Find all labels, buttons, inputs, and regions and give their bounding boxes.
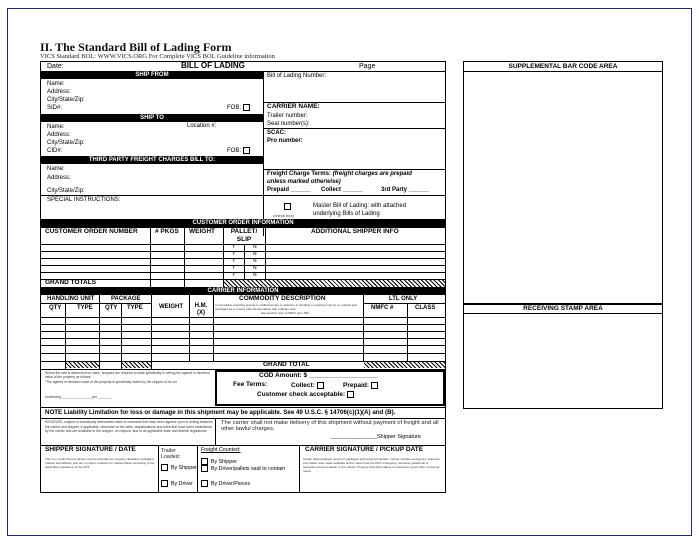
shipper-signature-label: SHIPPER SIGNATURE / DATE — [45, 446, 136, 453]
liability-note: NOTE Liability Limitation for loss or damage in this shipment may be applicable. See 49 U.S.C. § 14706(c)(1)(A) and (B). — [45, 409, 396, 416]
customer-check — [257, 391, 354, 399]
third-party-city[interactable]: City/State/Zip: — [47, 188, 85, 194]
grand-total-hatch-3 — [364, 362, 445, 368]
fee-prepaid-label: Prepaid: — [343, 382, 370, 390]
grand-total-hatch-1 — [66, 362, 99, 368]
ship-to-fob-checkbox[interactable] — [243, 147, 250, 154]
fee-prepaid — [343, 382, 378, 390]
counted-by-pieces-label: By Driver/Pieces — [211, 480, 251, 487]
seal-numbers-label[interactable]: Seal number(s): — [267, 121, 310, 127]
row4-n[interactable]: N — [253, 265, 257, 271]
commodity-note: Commodities requiring special or additional care or attention in handling or stowing must be so marked and packaged as to ensure safe transportation with ordinary care. — [215, 303, 357, 311]
check-box-note: (check box) — [273, 213, 294, 218]
counted-by-shipper-label: By Shipper — [211, 458, 237, 465]
third-party-address[interactable]: Address: — [47, 175, 71, 181]
ship-to-fob — [227, 147, 250, 154]
pkg-type: TYPE — [127, 305, 143, 311]
row1-y[interactable]: Y — [232, 244, 236, 250]
freight-counted-label: Freight Counted: — [201, 447, 241, 453]
fee-terms: Fee Terms: — [233, 381, 268, 388]
pkg-qty: QTY — [105, 305, 118, 311]
row2-n[interactable]: N — [253, 251, 257, 257]
ship-to-city[interactable]: City/State/Zip: — [47, 140, 85, 146]
col-weight: WEIGHT — [189, 228, 215, 235]
grand-total-hatch-2 — [122, 362, 151, 368]
class-label: CLASS — [415, 305, 436, 311]
counted-by-pallets — [201, 465, 297, 472]
master-bol-label2: underlying Bills of Lading — [313, 211, 380, 217]
ship-to-band-label: SHIP TO — [140, 115, 164, 121]
supplemental-header: SUPPLEMENTAL BAR CODE AREA — [464, 62, 662, 72]
commodity-note2: See Section 2(e) of NMFC Item 360 — [261, 311, 309, 315]
col-pkgs: # PKGS — [155, 228, 179, 235]
pro-number-label[interactable]: Pro number: — [267, 138, 303, 144]
package-label: PACKAGE — [111, 296, 141, 302]
col-pallet-slip: PALLET/ SLIP — [230, 228, 258, 243]
exceeding-line[interactable]: exceeding _______________ per _______ — [45, 395, 112, 399]
cod-amount[interactable]: COD Amount: $ ___________________ — [259, 372, 378, 379]
value-note: Where the rate is dependent on value, shippers are required to state specifically in writing the agreed or declared value of the property as follows: — [45, 371, 210, 379]
loaded-by-shipper — [161, 464, 197, 471]
hu-type: TYPE — [77, 305, 93, 311]
fee-collect — [291, 382, 324, 390]
receiving-header: RECEIVING STAMP AREA — [464, 304, 662, 314]
commodity-label: COMMODITY DESCRIPTION — [239, 295, 326, 302]
ship-from-fob — [227, 104, 250, 111]
freight-terms-label: Freight Charge Terms: — [267, 171, 331, 177]
grand-total-label: GRAND TOTAL — [263, 361, 310, 368]
carrier-signature-label: CARRIER SIGNATURE / PICKUP DATE — [305, 446, 424, 453]
special-instructions[interactable]: SPECIAL INSTRUCTIONS: — [47, 197, 121, 203]
col-additional-shipper-info: ADDITIONAL SHIPPER INFO — [311, 228, 399, 235]
carrier-info-band: CARRIER INFORMATION — [41, 287, 445, 295]
ship-from-fob-checkbox[interactable] — [243, 104, 250, 111]
grand-totals-hatch — [224, 280, 445, 287]
hm-x-label: (X) — [197, 310, 205, 316]
ship-from-name[interactable]: Name: — [47, 81, 65, 87]
loaded-by-shipper-checkbox[interactable] — [161, 464, 168, 471]
page-title: II. The Standard Bill of Lading Form — [40, 40, 232, 54]
loaded-by-shipper-label: By Shipper — [171, 464, 197, 471]
hu-qty: QTY — [49, 305, 62, 311]
page-subtitle: VICS Standard BOL: WWW.VICS.ORG For Complete VICS BOL Guideline information — [40, 53, 275, 60]
row1-n[interactable]: N — [253, 244, 257, 250]
carrier-name-label[interactable]: CARRIER NAME: — [267, 103, 320, 110]
shipper-cert-text: This is to certify that the above named materials are properly classified, packaged, marked and labeled, and are in proper condition for transportation according to the applicable regulations of the DOT. — [45, 457, 155, 469]
shipper-signature-line[interactable]: _______________Shipper Signature — [331, 434, 421, 440]
value-note2: "The agreed or declared value of the property is specifically stated by the shipper to be not — [45, 380, 177, 384]
customer-order-band: CUSTOMER ORDER INFORMATION — [41, 219, 445, 227]
loaded-by-driver — [161, 480, 193, 487]
fee-collect-checkbox[interactable] — [317, 382, 324, 389]
row3-y[interactable]: Y — [232, 258, 236, 264]
ship-to-location[interactable]: Location #: — [187, 123, 217, 129]
ship-to-band — [41, 114, 263, 122]
ship-to-cid[interactable]: CID#: — [47, 148, 63, 154]
row4-y[interactable]: Y — [232, 265, 236, 271]
customer-check-checkbox[interactable] — [347, 391, 354, 398]
ltl-only-label: LTL ONLY — [389, 296, 418, 302]
receiving-stamp-area — [463, 303, 663, 409]
ship-from-fob-label: FOB: — [227, 105, 242, 112]
master-bol-label: Master Bill of Lading: with attached — [313, 203, 407, 209]
counted-by-pieces — [201, 480, 250, 487]
ship-from-address[interactable]: Address: — [47, 89, 71, 95]
trailer-number-label[interactable]: Trailer number: — [267, 113, 308, 119]
counted-by-shipper-checkbox[interactable] — [201, 458, 208, 465]
ship-to-fob-label: FOB: — [227, 148, 242, 155]
counted-by-pallets-checkbox[interactable] — [201, 465, 208, 472]
ship-to-name[interactable]: Name: — [47, 124, 65, 130]
third-party-option[interactable]: 3rd Party ______ — [381, 187, 429, 193]
customer-check-label: Customer check acceptable: — [257, 391, 346, 399]
row3-n[interactable]: N — [253, 258, 257, 264]
master-bol-checkbox[interactable] — [284, 203, 291, 210]
received-text: RECEIVED, subject to individually determined rates or contracts that have been agreed upon in writing between the carrier and shipper, if applicable, otherwise to the rates, classifications and rules that have been established by the carrier and are available to the shipper, on request, and to all applicable state and federal regulations. — [45, 420, 213, 434]
row2-y[interactable]: Y — [232, 251, 236, 257]
carrier-ack-text: Carrier acknowledges receipt of packages and required placards. Carrier certifies emergency response information was made available and/or carrier has the DOT emergency response guidebook or equivalent documentation in the vehicle. Property described above is received in good order, except as noted. — [303, 457, 440, 473]
scac-label[interactable]: SCAC: — [267, 130, 286, 136]
hm-label: H.M. — [194, 303, 208, 309]
loaded-by-driver-checkbox[interactable] — [161, 480, 168, 487]
trailer-loaded-label: Trailer Loaded: — [161, 448, 181, 460]
ship-from-sid[interactable]: SID#: — [47, 105, 63, 111]
freight-terms — [267, 171, 412, 177]
grand-totals-label: GRAND TOTALS — [45, 279, 97, 286]
counted-by-pallets-label: By Driver/pallets said to contain — [211, 465, 286, 472]
bol-number-label[interactable]: Bill of Lading Number: — [267, 73, 327, 79]
row5-y[interactable]: Y — [232, 272, 236, 278]
bol-heading: BILL OF LADING — [181, 61, 245, 70]
supplemental-bar-code-area — [463, 61, 663, 305]
ship-from-city[interactable]: City/State/Zip: — [47, 97, 85, 103]
prepaid-option[interactable]: Prepaid ______ — [267, 187, 311, 193]
carrier-delivery-text: The carrier shall not make delivery of this shipment without payment of freight and all other lawful charges. — [221, 420, 439, 432]
col-customer-order-number: CUSTOMER ORDER NUMBER — [45, 228, 138, 235]
page-label: Page — [359, 63, 376, 70]
row5-n[interactable]: N — [253, 272, 257, 278]
weight-label: WEIGHT — [159, 304, 183, 310]
collect-option[interactable]: Collect ______ — [321, 187, 363, 193]
ship-from-band: SHIP FROM — [41, 71, 263, 79]
date-label: Date: — [47, 63, 64, 70]
nmfc-label: NMFC # — [371, 305, 394, 311]
fee-prepaid-checkbox[interactable] — [371, 382, 378, 389]
bill-of-lading-form — [40, 61, 446, 493]
fee-collect-label: Collect: — [291, 382, 315, 390]
third-party-band: THIRD PARTY FREIGHT CHARGES BILL TO: — [41, 156, 263, 164]
handling-unit-label: HANDLING UNIT — [47, 296, 95, 302]
counted-by-pieces-checkbox[interactable] — [201, 480, 208, 487]
freight-terms-note2: unless marked otherwise) — [267, 179, 341, 185]
ship-to-address[interactable]: Address: — [47, 132, 71, 138]
freight-terms-note: (freight charges are prepaid — [332, 171, 412, 177]
third-party-name[interactable]: Name: — [47, 166, 65, 172]
loaded-by-driver-label: By Driver — [171, 480, 193, 487]
